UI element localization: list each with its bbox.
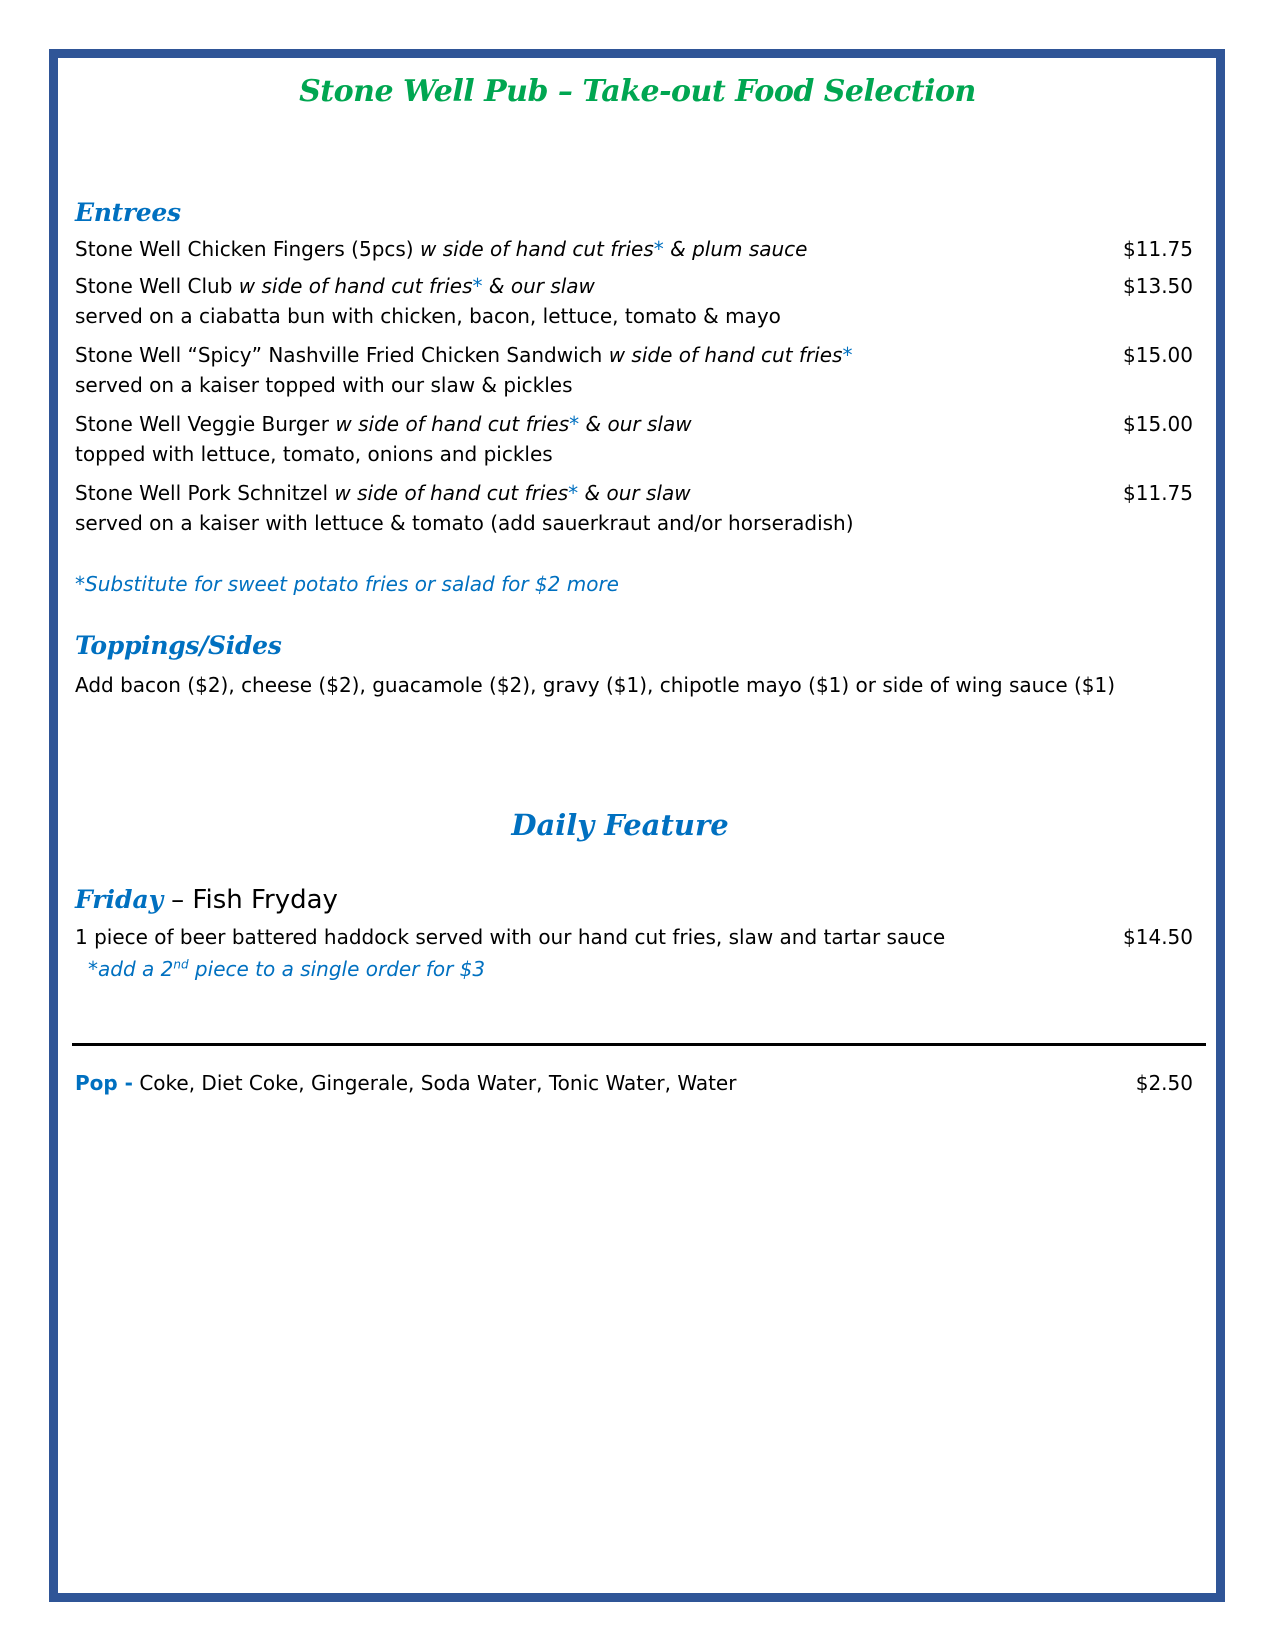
entree-name: Stone Well “Spicy” Nashville Fried Chicken Sandwich (75, 343, 603, 367)
entrees-heading: Entrees (75, 198, 181, 227)
entree-side: w side of hand cut fries (608, 343, 843, 367)
entree-name: Stone Well Veggie Burger (75, 412, 330, 436)
entree-item-5 (75, 481, 691, 505)
entree-side-post: & our slaw (585, 412, 692, 436)
divider-line (72, 1043, 1206, 1046)
daily-feature-heading: Daily Feature (511, 808, 729, 842)
entree-side: w side of hand cut fries (238, 274, 473, 298)
entree-name: Stone Well Pork Schnitzel (75, 481, 329, 505)
entree-desc-3: served on a kaiser topped with our slaw & pickles (75, 373, 573, 397)
entree-side-star: * (568, 481, 579, 505)
entree-item-1 (75, 237, 807, 261)
entree-side: w side of hand cut fries (419, 237, 654, 261)
entree-side-star: * (472, 274, 483, 298)
feature-note-pre: *add a 2 (88, 957, 174, 981)
substitute-note: *Substitute for sweet potato fries or salad for $2 more (75, 572, 619, 596)
feature-price: $14.50 (1123, 925, 1193, 949)
feature-day: Friday (75, 885, 164, 914)
feature-name: – Fish Fryday (171, 885, 338, 915)
entree-desc-5: served on a kaiser with lettuce & tomato (add sauerkraut and/or horseradish) (75, 511, 854, 535)
entree-side-post: & our slaw (584, 481, 691, 505)
entree-side-star: * (653, 237, 664, 261)
entree-side: w side of hand cut fries (335, 412, 570, 436)
entree-price-5: $11.75 (1123, 481, 1193, 505)
entree-side: w side of hand cut fries (334, 481, 569, 505)
entree-name: Stone Well Club (75, 274, 233, 298)
feature-desc: 1 piece of beer battered haddock served with our hand cut fries, slaw and tartar sauce (75, 925, 946, 949)
page-title: Stone Well Pub – Take-out Food Selection (299, 74, 976, 109)
feature-note-sup: nd (173, 957, 189, 972)
entree-price-4: $15.00 (1123, 412, 1193, 436)
entree-side-star: * (842, 343, 853, 367)
entree-price-3: $15.00 (1123, 343, 1193, 367)
pop-items: Coke, Diet Coke, Gingerale, Soda Water, Tonic Water, Water (139, 1071, 737, 1095)
toppings-text: Add bacon ($2), cheese ($2), guacamole ($2), gravy ($1), chipotle mayo ($1) or side of wing sauce ($1) (75, 673, 1116, 697)
toppings-heading: Toppings/Sides (75, 631, 282, 660)
pop-label: Pop - (75, 1071, 133, 1095)
entree-price-1: $11.75 (1123, 237, 1193, 261)
entree-side-post: & plum sauce (670, 237, 808, 261)
feature-note (88, 957, 485, 981)
entree-item-2 (75, 274, 595, 298)
friday-heading (75, 884, 338, 916)
entree-side-post: & our slaw (488, 274, 595, 298)
entree-name: Stone Well Chicken Fingers (5pcs) (75, 237, 414, 261)
pop-price: $2.50 (1135, 1071, 1193, 1095)
entree-item-3 (75, 343, 852, 367)
entree-item-4 (75, 412, 692, 436)
entree-price-2: $13.50 (1123, 274, 1193, 298)
entree-side-star: * (569, 412, 580, 436)
entree-desc-2: served on a ciabatta bun with chicken, bacon, lettuce, tomato & mayo (75, 304, 781, 328)
pop-line (75, 1071, 736, 1095)
feature-note-post: piece to a single order for $3 (188, 957, 486, 981)
entree-desc-4: topped with lettuce, tomato, onions and pickles (75, 442, 553, 466)
